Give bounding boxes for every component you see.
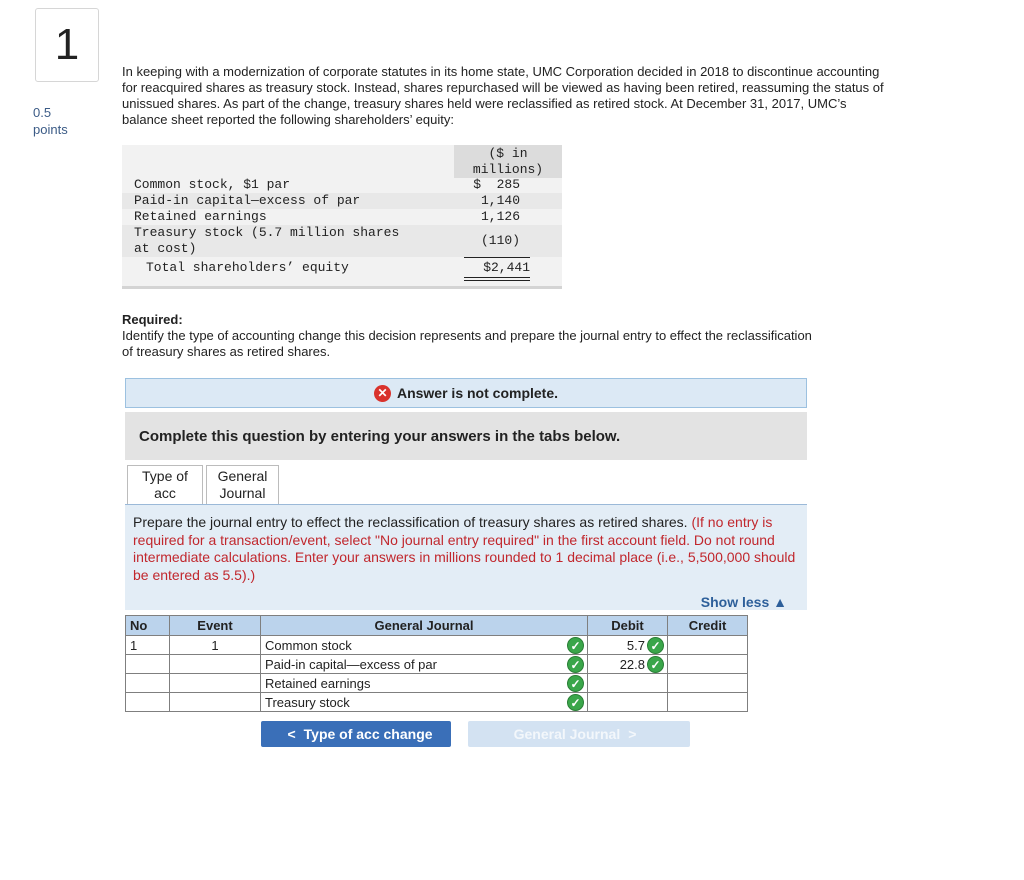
row-value: (110) <box>480 233 520 248</box>
account-value: Paid-in capital—excess of par <box>265 656 437 672</box>
table-row <box>126 636 748 655</box>
triangle-up-icon: ▲ <box>773 594 787 610</box>
check-icon: ✓ <box>567 637 584 654</box>
row-label-continued: at cost) <box>134 241 197 256</box>
cell-event <box>170 693 261 712</box>
credit-input[interactable] <box>668 655 748 674</box>
balance-sheet-row <box>122 193 562 209</box>
debit-value: 22.8 <box>619 656 645 672</box>
tab-label-line1: General <box>217 468 268 484</box>
cell-no <box>126 655 170 674</box>
row-value: $2,441 <box>483 260 530 275</box>
row-label: Retained earnings <box>134 209 267 224</box>
check-icon: ✓ <box>647 656 664 673</box>
tab-label-line2: acc <box>154 485 176 501</box>
table-row <box>126 674 748 693</box>
row-label: Total shareholders’ equity <box>146 260 349 275</box>
balance-sheet-row <box>122 225 562 257</box>
prev-tab-label: Type of acc change <box>303 726 433 742</box>
panel-note: (If no entry is required for a transaction/event, select "No journal entry required" in the first account field. Do not round intermediate calculations. Enter your answers in millions rounded to 1 decimal place (i.e., 5,500,000 should be entered as 5.5).) <box>133 514 796 583</box>
account-select[interactable] <box>261 655 588 674</box>
cell-no <box>126 674 170 693</box>
cell-event <box>170 674 261 693</box>
chevron-left-icon: < <box>287 726 296 742</box>
debit-value: 5.7 <box>626 637 645 653</box>
instruction-text: Complete this question by entering your answers in the tabs below. <box>139 427 621 445</box>
account-select[interactable] <box>261 693 588 712</box>
balance-sheet-header-line2: millions) <box>472 162 544 177</box>
col-header-debit: Debit <box>588 616 668 636</box>
prev-tab-button[interactable] <box>261 721 451 747</box>
points-info <box>33 104 68 138</box>
credit-input[interactable] <box>668 674 748 693</box>
cell-event: 1 <box>170 636 261 655</box>
tab-general-journal[interactable] <box>206 465 279 505</box>
total-double-rule-1 <box>464 277 530 278</box>
required-section <box>122 312 822 360</box>
account-value: Treasury stock <box>265 694 350 710</box>
next-tab-label: General Journal <box>513 726 621 742</box>
answer-status-text: Answer is not complete. <box>396 385 559 401</box>
row-value: $ 285 <box>473 177 520 192</box>
account-select[interactable] <box>261 636 588 655</box>
tab-panel <box>125 504 807 610</box>
balance-sheet-row <box>122 209 562 225</box>
question-number: 1 <box>35 8 99 82</box>
account-value: Common stock <box>265 637 352 653</box>
balance-sheet-row <box>122 177 562 193</box>
x-circle-icon: ✕ <box>374 385 391 402</box>
debit-input[interactable] <box>588 674 668 693</box>
credit-input[interactable] <box>668 636 748 655</box>
row-label: Common stock, $1 par <box>134 177 291 192</box>
cell-no <box>126 693 170 712</box>
debit-input[interactable] <box>588 655 668 674</box>
tab-type-of-acc[interactable] <box>127 465 203 505</box>
required-text: Identify the type of accounting change this decision represents and prepare the journal entry to effect the reclassification of treasury shares as retired shares. <box>122 328 812 359</box>
col-header-event: Event <box>170 616 261 636</box>
cell-event <box>170 655 261 674</box>
col-header-credit: Credit <box>668 616 748 636</box>
debit-input[interactable] <box>588 693 668 712</box>
total-top-rule <box>464 257 530 258</box>
total-double-rule-2 <box>464 280 530 281</box>
row-label: Paid-in capital—excess of par <box>134 193 361 208</box>
next-tab-button[interactable] <box>468 721 690 747</box>
journal-table <box>125 615 748 712</box>
show-less-link[interactable] <box>701 594 787 610</box>
panel-instructions <box>133 514 801 584</box>
tab-label-line1: Type of <box>142 468 188 484</box>
question-intro: In keeping with a modernization of corporate statutes in its home state, UMC Corporation decided in 2018 to discontinue accounting for reacquired shares as treasury stock. Instead, shares repurchased will be viewed as having been retired, reassuming the status of unissued shares. As part of the change, treasury shares held were reclassified as retired stock. At December 31, 2017, UMC’s balance sheet reported the following shareholders’ equity: <box>122 64 884 127</box>
row-value: 1,126 <box>480 209 520 224</box>
balance-sheet-total-row <box>122 260 562 276</box>
tab-label-line2: Journal <box>219 485 266 501</box>
balance-sheet-header-line1: ($ in <box>488 146 528 161</box>
check-icon: ✓ <box>647 637 664 654</box>
table-row <box>126 655 748 674</box>
account-select[interactable] <box>261 674 588 693</box>
table-row <box>126 693 748 712</box>
balance-sheet-table <box>122 145 562 289</box>
instruction-bar <box>125 412 807 460</box>
points-label: points <box>33 122 68 137</box>
cell-no: 1 <box>126 636 170 655</box>
panel-text: Prepare the journal entry to effect the reclassification of treasury shares as retired shares. <box>133 514 688 530</box>
show-less-label: Show less <box>700 594 770 610</box>
check-icon: ✓ <box>567 694 584 711</box>
check-icon: ✓ <box>567 656 584 673</box>
debit-input[interactable] <box>588 636 668 655</box>
check-icon: ✓ <box>567 675 584 692</box>
credit-input[interactable] <box>668 693 748 712</box>
account-value: Retained earnings <box>265 675 371 691</box>
col-header-no: No <box>126 616 170 636</box>
answer-status-banner <box>125 378 807 408</box>
required-heading: Required: <box>122 312 183 327</box>
points-value: 0.5 <box>33 105 52 120</box>
row-value: 1,140 <box>480 193 520 208</box>
col-header-account: General Journal <box>261 616 588 636</box>
chevron-right-icon: > <box>628 726 637 742</box>
row-label: Treasury stock (5.7 million shares <box>134 225 400 240</box>
